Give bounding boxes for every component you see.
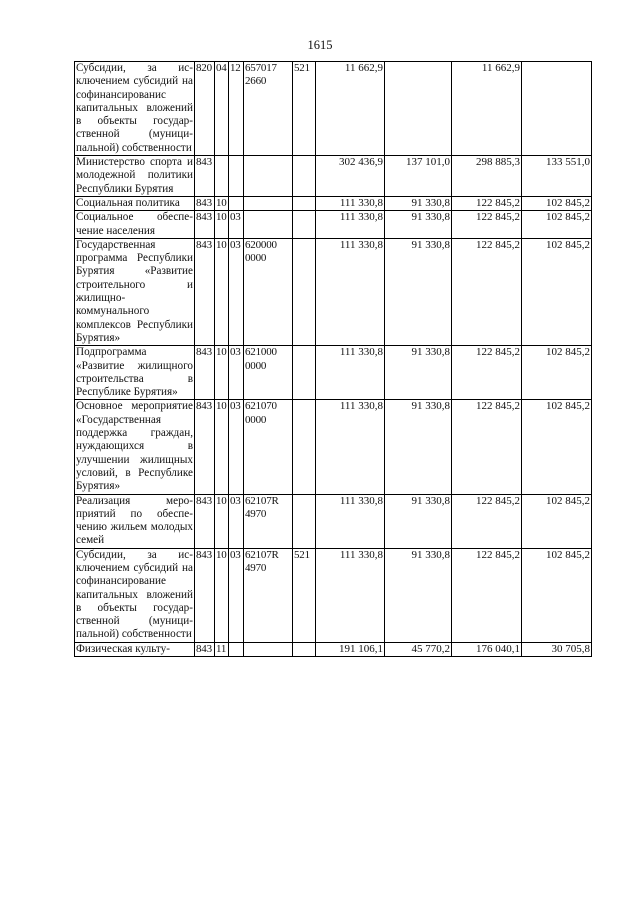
- amount-cell-4: 102 845,2: [522, 211, 592, 239]
- amount-cell-1: 11 662,9: [316, 62, 385, 156]
- row-name-cell: Министерство спорта и молодежной политики Республики Бурятия: [76, 156, 193, 195]
- target-article-cell: [244, 642, 293, 656]
- row-name-cell: Подпрограмма «Развитие жилищного строительства в Республике Бурятия»: [76, 346, 193, 399]
- row-name-cell: Субсидии, за исключением субсидий на софинансированис капитальных вложений в объекты государственной (муниципальной) собственности: [76, 62, 193, 154]
- table-row: [75, 494, 592, 548]
- subsection-code-cell: 03: [229, 238, 244, 345]
- row-name-cell: Реализация мероприятий по обеспечению жильем молодых семей: [76, 494, 193, 547]
- subsection-code-cell: [229, 642, 244, 656]
- expense-type-cell: 521: [293, 548, 316, 642]
- section-code-cell: 10: [215, 346, 229, 400]
- amount-cell-1: 111 330,8: [316, 238, 385, 345]
- ministry-code-cell: 843: [195, 548, 215, 642]
- ministry-code-cell: 843: [195, 156, 215, 197]
- table-row: [75, 400, 592, 494]
- amount-cell-2: [385, 62, 452, 156]
- section-code-cell: 04: [215, 62, 229, 156]
- target-article-cell: [244, 196, 293, 210]
- amount-cell-2: 91 330,8: [385, 346, 452, 400]
- table-row: [75, 62, 592, 156]
- budget-table-body: [75, 62, 592, 657]
- amount-cell-3: 122 845,2: [452, 346, 522, 400]
- amount-cell-1: 111 330,8: [316, 346, 385, 400]
- amount-cell-4: 102 845,2: [522, 400, 592, 494]
- amount-cell-2: 45 770,2: [385, 642, 452, 656]
- section-code-cell: [215, 156, 229, 197]
- ministry-code-cell: 843: [195, 494, 215, 548]
- target-article-cell: 621070 0000: [244, 400, 293, 494]
- subsection-code-cell: 12: [229, 62, 244, 156]
- ministry-code-cell: 843: [195, 642, 215, 656]
- ministry-code-cell: 843: [195, 196, 215, 210]
- table-row: [75, 156, 592, 197]
- amount-cell-2: 137 101,0: [385, 156, 452, 197]
- amount-cell-2: 91 330,8: [385, 196, 452, 210]
- target-article-cell: 62107R 4970: [244, 494, 293, 548]
- amount-cell-3: 122 845,2: [452, 548, 522, 642]
- amount-cell-3: 122 845,2: [452, 400, 522, 494]
- amount-cell-2: 91 330,8: [385, 211, 452, 239]
- amount-cell-2: 91 330,8: [385, 548, 452, 642]
- section-code-cell: 10: [215, 211, 229, 239]
- amount-cell-1: 111 330,8: [316, 400, 385, 494]
- amount-cell-4: 102 845,2: [522, 346, 592, 400]
- amount-cell-4: [522, 62, 592, 156]
- section-code-cell: 11: [215, 642, 229, 656]
- expense-type-cell: [293, 238, 316, 345]
- table-row: [75, 238, 592, 345]
- amount-cell-2: 91 330,8: [385, 400, 452, 494]
- subsection-code-cell: 03: [229, 494, 244, 548]
- row-name-cell: Социальное обеспечение населения: [76, 211, 193, 237]
- amount-cell-2: 91 330,8: [385, 238, 452, 345]
- ministry-code-cell: 820: [195, 62, 215, 156]
- subsection-code-cell: 03: [229, 548, 244, 642]
- subsection-code-cell: [229, 196, 244, 210]
- page-number: 1615: [307, 38, 333, 52]
- section-code-cell: 10: [215, 400, 229, 494]
- amount-cell-1: 191 106,1: [316, 642, 385, 656]
- amount-cell-3: 122 845,2: [452, 196, 522, 210]
- amount-cell-4: 102 845,2: [522, 196, 592, 210]
- ministry-code-cell: 843: [195, 211, 215, 239]
- target-article-cell: [244, 156, 293, 197]
- ministry-code-cell: 843: [195, 346, 215, 400]
- amount-cell-3: 122 845,2: [452, 238, 522, 345]
- expense-type-cell: 521: [293, 62, 316, 156]
- subsection-code-cell: [229, 156, 244, 197]
- target-article-cell: 621000 0000: [244, 346, 293, 400]
- row-name-cell: Субсидии, за исключением субсидий на софинансирование капитальных вложений в объекты государственной (муниципальной) собственности: [76, 548, 193, 641]
- amount-cell-3: 176 040,1: [452, 642, 522, 656]
- amount-cell-2: 91 330,8: [385, 494, 452, 548]
- amount-cell-3: 122 845,2: [452, 494, 522, 548]
- amount-cell-3: 298 885,3: [452, 156, 522, 197]
- subsection-code-cell: 03: [229, 211, 244, 239]
- amount-cell-4: 102 845,2: [522, 494, 592, 548]
- target-article-cell: [244, 211, 293, 239]
- budget-table: [74, 61, 592, 657]
- subsection-code-cell: 03: [229, 400, 244, 494]
- amount-cell-3: 11 662,9: [452, 62, 522, 156]
- expense-type-cell: [293, 494, 316, 548]
- amount-cell-4: 102 845,2: [522, 238, 592, 345]
- amount-cell-4: 133 551,0: [522, 156, 592, 197]
- target-article-cell: 62107R 4970: [244, 548, 293, 642]
- row-name-cell: Социальная политика: [75, 196, 195, 210]
- target-article-cell: 657017 2660: [244, 62, 293, 156]
- amount-cell-3: 122 845,2: [452, 211, 522, 239]
- amount-cell-4: 102 845,2: [522, 548, 592, 642]
- expense-type-cell: [293, 156, 316, 197]
- expense-type-cell: [293, 400, 316, 494]
- amount-cell-1: 111 330,8: [316, 494, 385, 548]
- amount-cell-1: 111 330,8: [316, 548, 385, 642]
- expense-type-cell: [293, 211, 316, 239]
- row-name-cell: Физическая культу-: [75, 642, 195, 656]
- expense-type-cell: [293, 196, 316, 210]
- ministry-code-cell: 843: [195, 238, 215, 345]
- ministry-code-cell: 843: [195, 400, 215, 494]
- table-row: [75, 642, 592, 656]
- section-code-cell: 10: [215, 548, 229, 642]
- amount-cell-1: 111 330,8: [316, 211, 385, 239]
- section-code-cell: 10: [215, 494, 229, 548]
- row-name-cell: Государственная программа Республики Бурятия «Развитие строительного и жилищно-коммунального комплексов Республики Бурятия»: [76, 238, 193, 344]
- table-row: [75, 211, 592, 239]
- amount-cell-1: 302 436,9: [316, 156, 385, 197]
- table-row: [75, 196, 592, 210]
- expense-type-cell: [293, 642, 316, 656]
- subsection-code-cell: 03: [229, 346, 244, 400]
- amount-cell-1: 111 330,8: [316, 196, 385, 210]
- amount-cell-4: 30 705,8: [522, 642, 592, 656]
- table-row: [75, 548, 592, 642]
- section-code-cell: 10: [216, 196, 227, 209]
- row-name-cell: Основное мероприятие «Государственная поддержка граждан, нуждающихся в улучшении жилищных условий, в Республике Бурятия»: [76, 400, 193, 493]
- target-article-cell: 620000 0000: [244, 238, 293, 345]
- section-code-cell: 10: [215, 238, 229, 345]
- table-row: [75, 346, 592, 400]
- expense-type-cell: [293, 346, 316, 400]
